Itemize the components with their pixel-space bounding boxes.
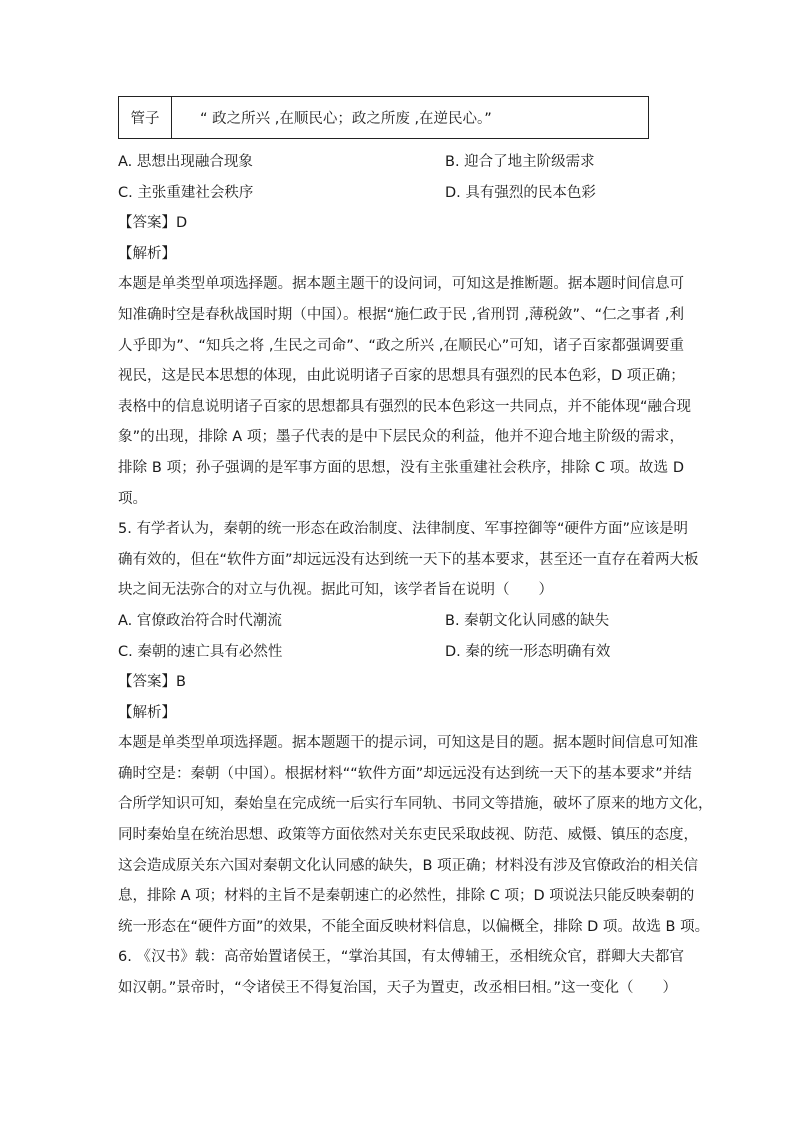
table-value-cell: “ 政之所兴 ,在顺民心；政之所废 ,在逆民心。”	[172, 97, 649, 139]
q5-stem-line: 块之间无法弥合的对立与仇视。据此可知，该学者旨在说明（ ）	[118, 582, 553, 599]
q5-analysis-line: 统一形态在“硬件方面”的效果，不能全面反映材料信息，以偏概全，排除 D 项。故选 B 项。	[118, 918, 710, 935]
q5-option-a[interactable]: A. 官僚政治符合时代潮流	[118, 612, 282, 629]
q4-option-b[interactable]: B. 迎合了地主阶级需求	[445, 154, 595, 170]
q5-analysis-line: 同时秦始皇在统治思想、政策等方面依然对关东吏民采取歧视、防范、威慑、镇压的态度，	[118, 827, 698, 844]
q5-analysis	[118, 728, 713, 942]
quote-table	[118, 96, 649, 139]
q4-answer: 【答案】D	[118, 215, 188, 232]
q4-option-d[interactable]: D. 具有强烈的民本色彩	[445, 184, 596, 201]
q6-stem-line: 6. 《汉书》载：高帝始置诸侯王，“掌治其国，有太傅辅王，丞相统众官，群卿大夫都官	[118, 949, 684, 966]
content	[118, 96, 713, 1004]
q5-stem	[118, 514, 699, 606]
q6-stem	[118, 942, 684, 1003]
q5-option-d[interactable]: D. 秦的统一形态明确有效	[445, 643, 611, 660]
q4-options	[118, 147, 684, 208]
q5-stem-line: 5. 有学者认为，秦朝的统一形态在政治制度、法律制度、军事控御等“硬件方面”应该是明	[118, 521, 688, 538]
q4-analysis-line: 象”的出现，排除 A 项；墨子代表的是中下层民众的利益，他并不迎合地主阶级的需求，	[118, 429, 684, 446]
q4-option-a[interactable]: A. 思想出现融合现象	[118, 154, 253, 170]
q5-analysis-line: 这会造成原关东六国对秦朝文化认同感的缺失，B 项正确；材料没有涉及官僚政治的相关信	[118, 857, 699, 874]
q4-analysis-line: 表格中的信息说明诸子百家的思想都具有强烈的民本色彩这一共同点，并不能体现“融合现	[118, 398, 692, 415]
q5-analysis-line: 息，排除 A 项；材料的主旨不是秦朝速亡的必然性，排除 C 项；D 项说法只能反映秦朝的	[118, 888, 695, 905]
table-key-cell: 管子	[119, 97, 172, 139]
q4-analysis	[118, 269, 692, 514]
q4-analysis-line: 项。	[118, 490, 147, 507]
q6-stem-line: 如汉朝。”景帝时，“令诸侯王不得复治国，天子为置吏，改丞相曰相。”这一变化（ ）	[118, 980, 678, 997]
table-row	[119, 97, 649, 139]
q5-option-b[interactable]: B. 秦朝文化认同感的缺失	[445, 612, 610, 629]
q5-analysis-title: 【解析】	[118, 704, 176, 721]
q5-analysis-line: 确时空是：秦朝（中国）。根据材料““软件方面”却远远没有达到统一天下的基本要求”并结	[118, 765, 692, 782]
q5-analysis-line: 本题是单类型单项选择题。据本题题干的提示词，可知这是目的题。据本题时间信息可知准	[118, 735, 698, 752]
q5-options	[118, 606, 684, 667]
q4-option-c[interactable]: C. 主张重建社会秩序	[118, 184, 254, 201]
q5-analysis-line: 合所学知识可知，秦始皇在完成统一后实行车同轨、书同文等措施，破坏了原来的地方文化，	[118, 796, 713, 813]
q5-answer: 【答案】B	[118, 674, 186, 691]
q4-analysis-line: 本题是单类型单项选择题。据本题主题干的设问词，可知这是推断题。据本题时间信息可	[118, 276, 684, 293]
q4-analysis-line: 排除 B 项；孙子强调的是军事方面的思想，没有主张重建社会秩序，排除 C 项。故选 D	[118, 459, 684, 476]
q4-analysis-title: 【解析】	[118, 245, 176, 262]
q5-option-c[interactable]: C. 秦朝的速亡具有必然性	[118, 643, 283, 660]
q5-stem-line: 确有效的，但在“软件方面”却远远没有达到统一天下的基本要求，甚至还一直存在着两大板	[118, 551, 699, 568]
q4-analysis-line: 知准确时空是春秋战国时期（中国）。根据“施仁政于民 ,省刑罚 ,薄税敛”、“仁之事者 ,利	[118, 306, 684, 323]
q4-analysis-line: 视民，这是民本思想的体现，由此说明诸子百家的思想具有强烈的民本色彩，D 项正确；	[118, 368, 685, 385]
q4-analysis-line: 人乎即为”、“知兵之将 ,生民之司命”、“政之所兴 ,在顺民心”可知，诸子百家都强调要重	[118, 337, 684, 354]
